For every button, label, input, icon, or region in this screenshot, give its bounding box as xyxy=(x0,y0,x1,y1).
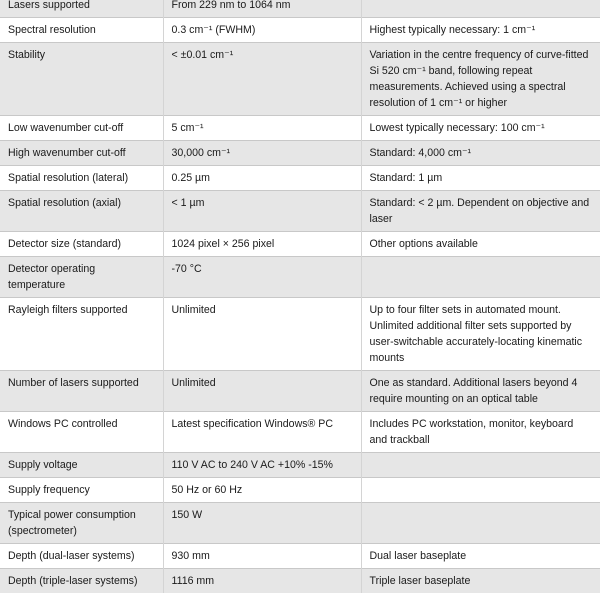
value-cell: Unlimited xyxy=(163,298,361,371)
table-row xyxy=(0,166,600,191)
parameter-cell: Depth (dual-laser systems) xyxy=(0,544,163,569)
table-row xyxy=(0,371,600,412)
value-cell: 50 Hz or 60 Hz xyxy=(163,478,361,503)
parameter-cell: Rayleigh filters supported xyxy=(0,298,163,371)
parameter-cell: High wavenumber cut-off xyxy=(0,141,163,166)
note-cell: Other options available xyxy=(361,232,600,257)
table-row xyxy=(0,298,600,371)
value-cell: Latest specification Windows® PC xyxy=(163,412,361,453)
parameter-cell: Depth (triple-laser systems) xyxy=(0,569,163,593)
parameter-cell: Low wavenumber cut-off xyxy=(0,116,163,141)
table-row xyxy=(0,232,600,257)
table-row xyxy=(0,412,600,453)
value-cell: 110 V AC to 240 V AC +10% -15% xyxy=(163,453,361,478)
note-cell: Triple laser baseplate xyxy=(361,569,600,593)
note-cell: One as standard. Additional lasers beyond 4 require mounting on an optical table xyxy=(361,371,600,412)
parameter-cell: Supply voltage xyxy=(0,453,163,478)
note-cell: Standard: 4,000 cm⁻¹ xyxy=(361,141,600,166)
table-row xyxy=(0,503,600,544)
note-cell: Variation in the centre frequency of curve-fitted Si 520 cm⁻¹ band, following repeat measurements. Achieved using a spectral resolution of 1 cm⁻¹ or higher xyxy=(361,43,600,116)
parameter-cell: Spectral resolution xyxy=(0,18,163,43)
table-row xyxy=(0,43,600,116)
parameter-cell: Number of lasers supported xyxy=(0,371,163,412)
note-cell: Up to four filter sets in automated mount. Unlimited additional filter sets supported by user-switchable accurately-locating kinematic mounts xyxy=(361,298,600,371)
note-cell: Includes PC workstation, monitor, keyboard and trackball xyxy=(361,412,600,453)
parameter-cell: Lasers supported xyxy=(0,0,163,18)
note-cell xyxy=(361,478,600,503)
value-cell: 930 mm xyxy=(163,544,361,569)
table-row xyxy=(0,141,600,166)
note-cell xyxy=(361,0,600,18)
parameter-cell: Detector size (standard) xyxy=(0,232,163,257)
note-cell: Standard: < 2 µm. Dependent on objective and laser xyxy=(361,191,600,232)
parameter-cell: Stability xyxy=(0,43,163,116)
value-cell: 0.3 cm⁻¹ (FWHM) xyxy=(163,18,361,43)
table-row xyxy=(0,478,600,503)
value-cell: From 229 nm to 1064 nm xyxy=(163,0,361,18)
table-row xyxy=(0,544,600,569)
value-cell: -70 °C xyxy=(163,257,361,298)
parameter-cell: Detector operating temperature xyxy=(0,257,163,298)
table-row xyxy=(0,0,600,18)
value-cell: 0.25 µm xyxy=(163,166,361,191)
parameter-cell: Spatial resolution (lateral) xyxy=(0,166,163,191)
value-cell: 5 cm⁻¹ xyxy=(163,116,361,141)
value-cell: 30,000 cm⁻¹ xyxy=(163,141,361,166)
parameter-cell: Spatial resolution (axial) xyxy=(0,191,163,232)
value-cell: < ±0.01 cm⁻¹ xyxy=(163,43,361,116)
table-row xyxy=(0,257,600,298)
value-cell: < 1 µm xyxy=(163,191,361,232)
parameter-cell: Typical power consumption (spectrometer) xyxy=(0,503,163,544)
note-cell: Lowest typically necessary: 100 cm⁻¹ xyxy=(361,116,600,141)
value-cell: 1024 pixel × 256 pixel xyxy=(163,232,361,257)
value-cell: 150 W xyxy=(163,503,361,544)
table-row xyxy=(0,18,600,43)
table-row xyxy=(0,191,600,232)
table-row xyxy=(0,569,600,593)
table-row xyxy=(0,116,600,141)
note-cell xyxy=(361,453,600,478)
table-row xyxy=(0,453,600,478)
note-cell xyxy=(361,257,600,298)
note-cell: Standard: 1 µm xyxy=(361,166,600,191)
value-cell: 1116 mm xyxy=(163,569,361,593)
note-cell: Highest typically necessary: 1 cm⁻¹ xyxy=(361,18,600,43)
note-cell: Dual laser baseplate xyxy=(361,544,600,569)
parameter-cell: Supply frequency xyxy=(0,478,163,503)
parameter-cell: Windows PC controlled xyxy=(0,412,163,453)
value-cell: Unlimited xyxy=(163,371,361,412)
note-cell xyxy=(361,503,600,544)
